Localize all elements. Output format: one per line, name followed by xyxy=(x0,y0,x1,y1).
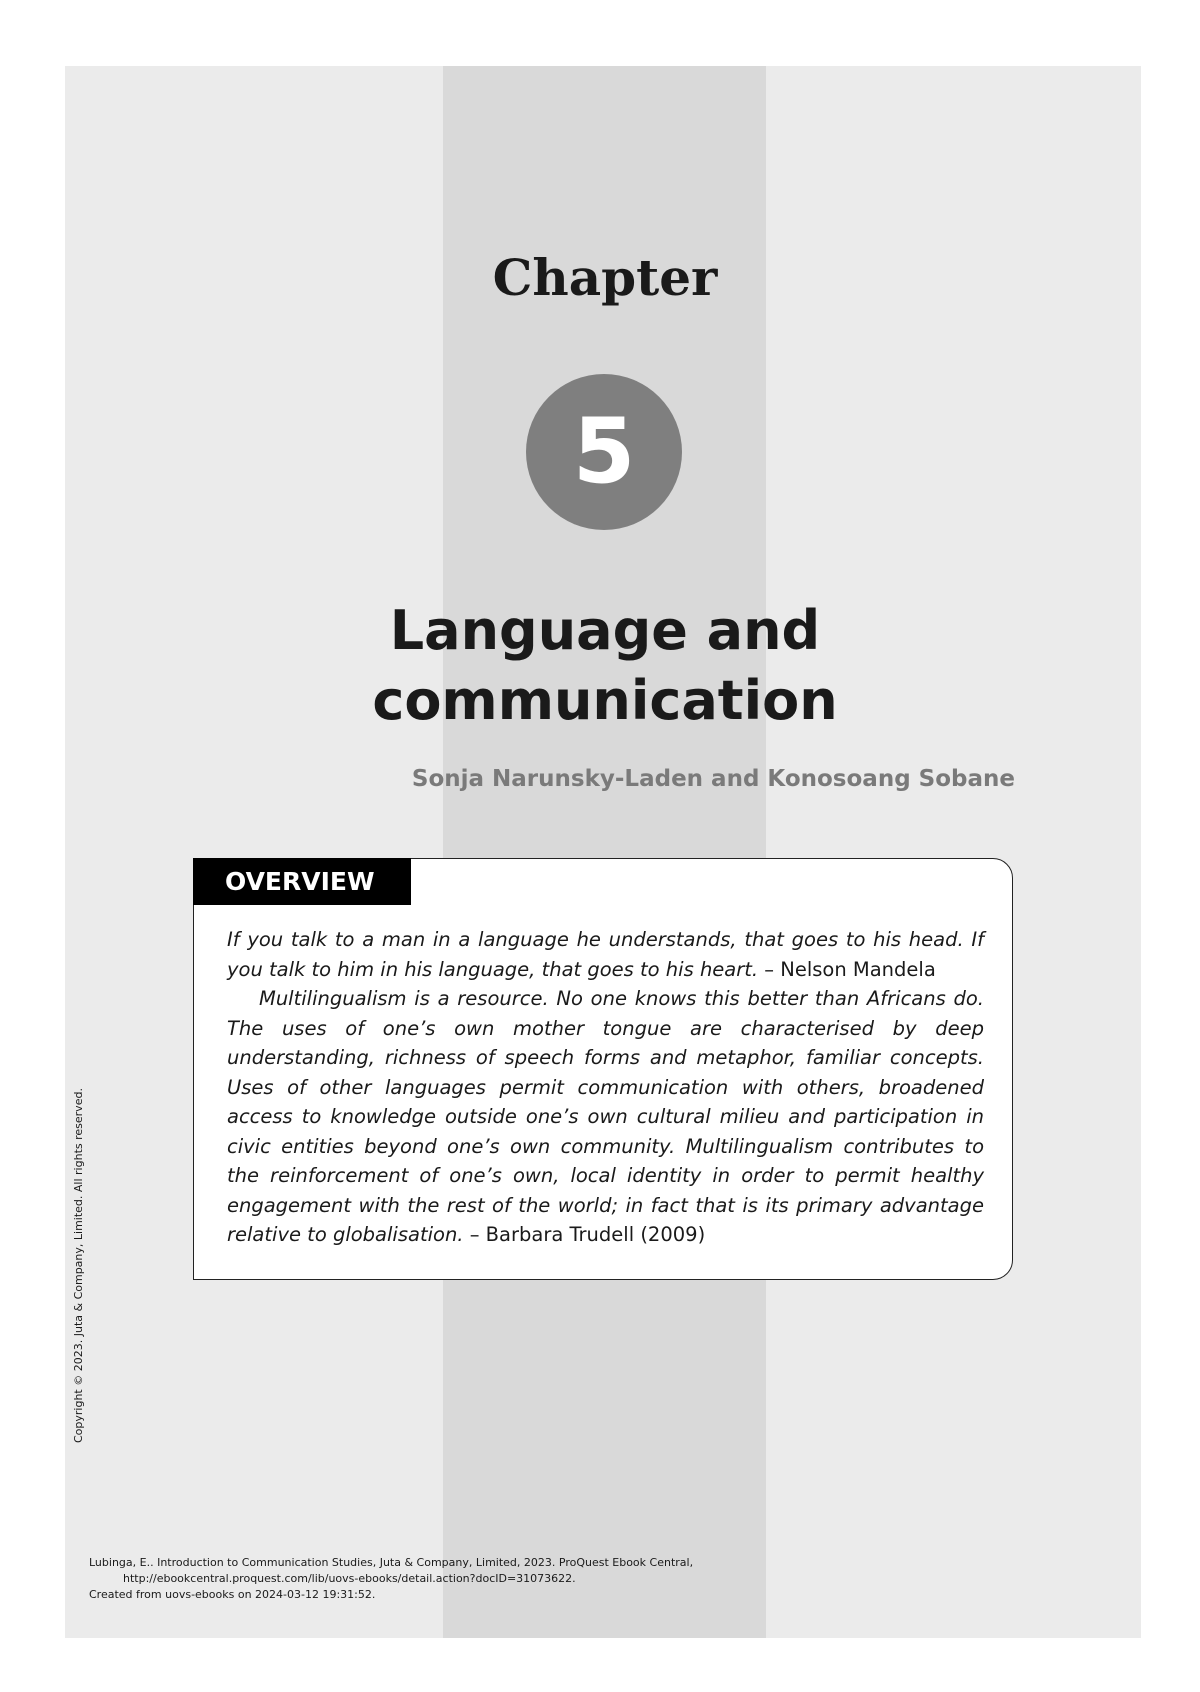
citation-line2: http://ebookcentral.proquest.com/lib/uovs-ebooks/detail.action?docID=31073622. xyxy=(123,1572,576,1585)
overview-box xyxy=(193,858,1013,1280)
chapter-title-line2: communication xyxy=(372,669,838,732)
chapter-title-line1: Language and xyxy=(389,599,821,662)
chapter-number: 5 xyxy=(572,399,636,504)
overview-quote-mandela xyxy=(227,925,984,984)
quote1-attribution: – Nelson Mandela xyxy=(758,957,936,981)
chapter-label: Chapter xyxy=(492,248,718,307)
citation-line1: Lubinga, E.. Introduction to Communication Studies, Juta & Company, Limited, 2023. ProQuest Ebook Central, xyxy=(89,1556,694,1569)
chapter-authors: Sonja Narunsky-Laden and Konosoang Sobane xyxy=(411,766,1015,792)
overview-quote-trudell xyxy=(227,984,984,1250)
copyright-notice: Copyright © 2023. Juta & Company, Limited. All rights reserved. xyxy=(72,1088,85,1443)
citation-line3: Created from uovs-ebooks on 2024-03-12 19:31:52. xyxy=(89,1588,376,1601)
overview-body xyxy=(227,925,984,1250)
citation-footer xyxy=(89,1555,693,1603)
quote1-text: If you talk to a man in a language he understands, that goes to his head. If you talk to him in his language, that goes to his heart. xyxy=(227,928,984,981)
quote2-text: Multilingualism is a resource. No one knows this better than Africans do. The uses of one’s own mother tongue are characterised by deep understanding, richness of speech forms and metaphor, familiar concepts. Uses of other languages permit communication with others, broadened access to knowledge outside one’s own cultural milieu and participation in civic entities beyond one’s own community. Multilingualism contributes to the reinforcement of one’s own, local identity in order to permit healthy engagement with the rest of the world; in fact that is its primary advantage relative to globalisation. xyxy=(227,987,984,1246)
chapter-number-badge xyxy=(526,374,682,530)
quote2-attribution: – Barbara Trudell (2009) xyxy=(463,1223,706,1246)
chapter-title xyxy=(330,596,880,736)
overview-heading: OVERVIEW xyxy=(193,858,411,905)
